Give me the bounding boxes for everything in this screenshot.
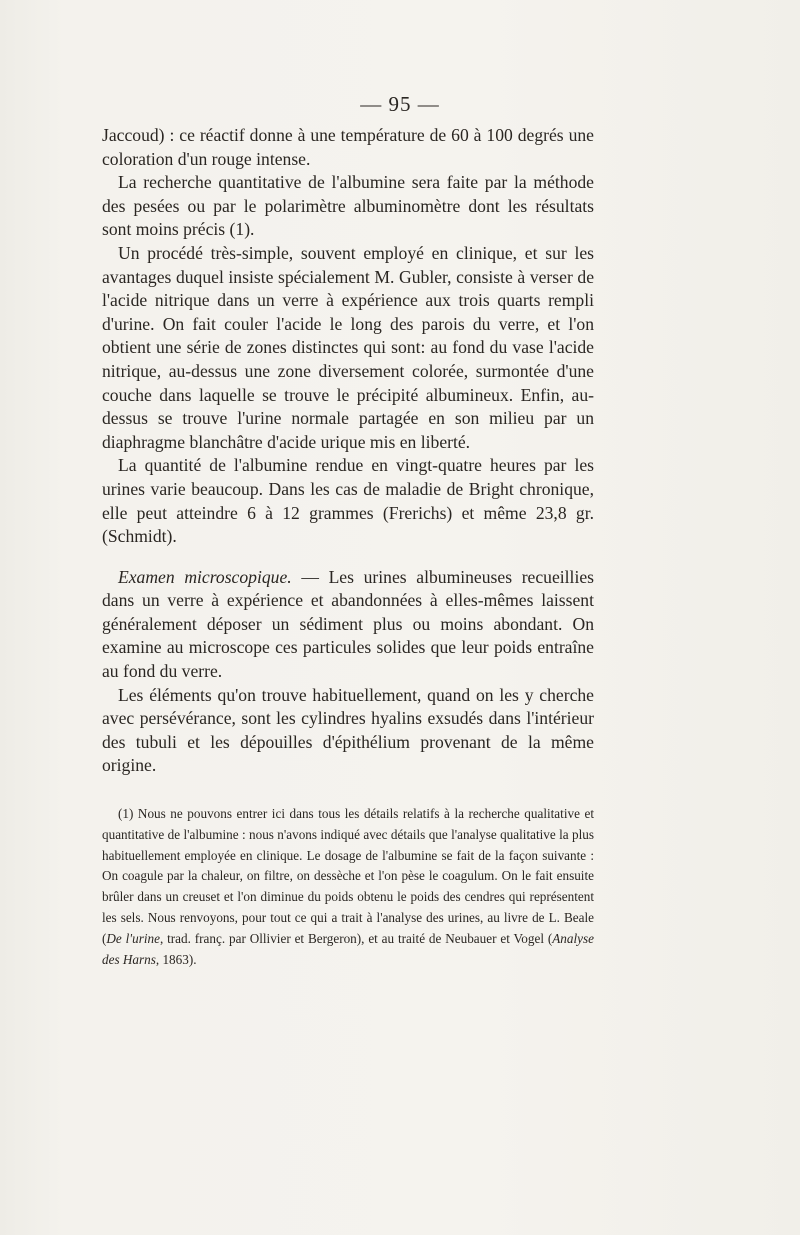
paragraph-6: Les éléments qu'on trouve habituellement, quand on les y cherche avec persévérance, sont les cylindres hyalins exsudés dans l'intérieur des tubuli et les dépouilles d'épithélium provenant de la même origine. bbox=[102, 684, 594, 776]
citation-title-italic: Analyse des Harns bbox=[102, 930, 594, 967]
paragraph-3: Un procédé très-simple, souvent employé en clinique, et sur les avantages duquel insiste spécialement M. Gubler, consiste à verser de l'acide nitrique dans un verre à expérience aux trois quarts rempli d'urine. On fait couler l'acide le long des parois du verre, et l'on obtient une série de zones distinctes qui sont: au fond du vase l'acide nitrique, au-dessus une zone diversement colorée, surmontée d'une couche dans laquelle se trouve le précipité albumineux. Enfin, au-dessus se trouve l'urine normale partagée en son milieu par un diaphragme blanchâtre d'acide urique mis en liberté. bbox=[102, 242, 594, 452]
paragraph-5: Examen microscopique. — Les urines albumineuses recueillies dans un verre à expérience et abandonnées à elles-mêmes laissent généralement déposer un sédiment plus ou moins abondant. On examine au microscope ces particules solides que leur poids entraîne au fond du verre. bbox=[102, 566, 594, 682]
paragraph-4: La quantité de l'albumine rendue en vingt-quatre heures par les urines varie beaucoup. Dans les cas de maladie de Bright chronique, elle peut atteindre 6 à 12 grammes (Frerichs) et même 23,8 gr. (Schmidt). bbox=[102, 455, 594, 547]
section-heading-italic: Examen microscopique. bbox=[118, 566, 292, 587]
footnote-1: (1) Nous ne pouvons entrer ici dans tous les détails relatifs à la recherche qualitative et quantitative de l'albumine : nous n'avons indiqué avec détails que l'analyse qualitative la plus habituellement employée en clinique. Le dosage de l'albumine se fait de la façon suivante : On coagule par la chaleur, on filtre, on dessèche et l'on pèse le coagulum. On le fait ensuite brûler dans un creuset et l'on diminue du poids obtenu le poids des cendres qui représentent les sels. Nous renvoyons, pour tout ce qui a trait à l'analyse des urines, au livre de L. Beale (De l'urine, trad. franç. par Ollivier et Bergeron), et au traité de Neubauer et Vogel (Analyse des Harns, 1863). bbox=[102, 806, 594, 967]
paragraph-1: Jaccoud) : ce réactif donne à une température de 60 à 100 degrés une coloration d'un rouge intense. bbox=[102, 125, 594, 169]
page-number: — 95 — bbox=[360, 92, 440, 116]
footnote-block bbox=[102, 804, 594, 970]
body-text bbox=[102, 124, 594, 778]
citation-title-italic: De l'urine bbox=[106, 930, 160, 946]
paragraph-2: La recherche quantitative de l'albumine sera faite par la méthode des pesées ou par le polarimètre albuminomètre dont les résultats sont moins précis (1). bbox=[102, 172, 594, 240]
